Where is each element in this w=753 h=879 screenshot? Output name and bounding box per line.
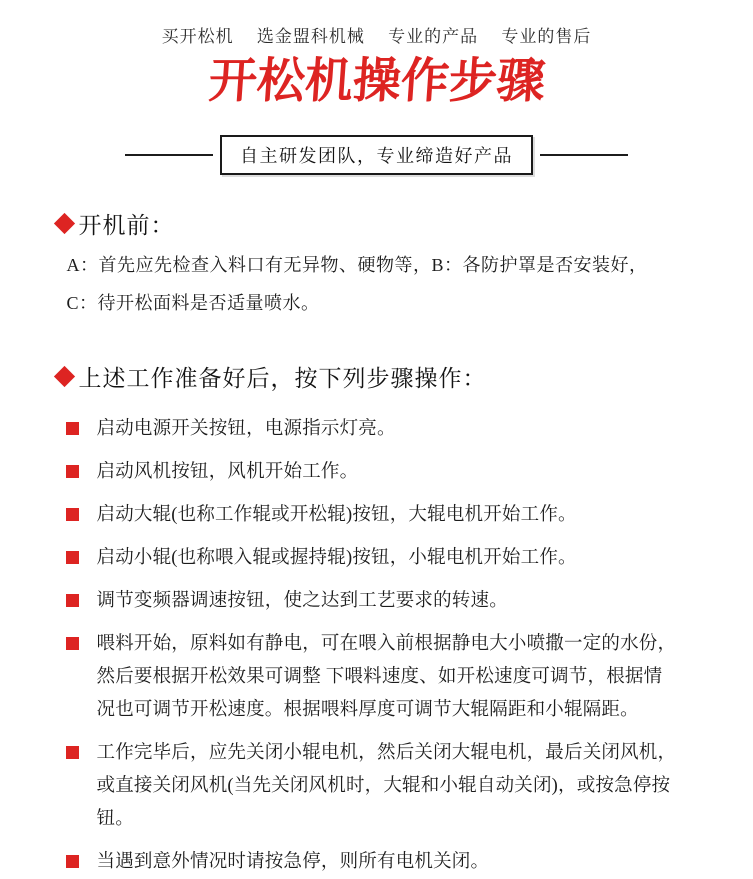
section-heading-operation-steps — [55, 360, 752, 393]
pre-start-checklist — [67, 246, 752, 322]
checklist-line-c: C：待开松面料是否适量喷水。 — [66, 293, 320, 313]
document-page — [2, 0, 752, 872]
step-text: 当遇到意外情况时请按急停，则所有电机关闭。 — [96, 852, 490, 872]
header-tagline: 买开松机 选金盟科机械 专业的产品 专业的售后 — [161, 27, 592, 46]
red-square-bullet-icon — [66, 746, 79, 759]
red-square-bullet-icon — [66, 637, 79, 650]
banner-left-rule — [125, 154, 213, 156]
banner-slogan: 自主研发团队，专业缔造好产品 — [220, 135, 533, 175]
step-item — [66, 846, 752, 879]
page-title: 开松机操作步骤 — [206, 55, 547, 108]
step-text: 启动大辊(也称工作辊或开松辊)按钮，大辊电机开始工作。 — [96, 505, 577, 525]
steps-list — [2, 413, 752, 879]
step-item — [66, 628, 752, 727]
section-heading-text: 上述工作准备好后，按下列步骤操作： — [78, 366, 487, 391]
step-item — [66, 542, 752, 575]
red-square-bullet-icon — [66, 508, 79, 521]
step-item — [66, 413, 752, 446]
section-heading-text: 开机前： — [78, 213, 175, 238]
step-item — [66, 456, 752, 489]
red-square-bullet-icon — [66, 465, 79, 478]
step-text: 启动小辊(也称喂入辊或握持辊)按钮，小辊电机开始工作。 — [96, 548, 577, 568]
step-text: 调节变频器调速按钮，使之达到工艺要求的转速。 — [96, 591, 508, 611]
red-square-bullet-icon — [66, 594, 79, 607]
step-text: 喂料开始，原料如有静电，可在喂入前根据静电大小喷撒一定的水份，然后要根据开松效果可调整 下喂料速度、如开松速度可调节，根据情况也可调节开松速度。根据喂料厚度可调节大辊隔距和小辊隔距。 — [96, 634, 677, 720]
red-square-bullet-icon — [66, 422, 79, 435]
step-item — [66, 737, 752, 836]
diamond-icon — [53, 213, 74, 234]
diamond-icon — [53, 366, 74, 387]
step-text: 工作完毕后，应先关闭小辊电机，然后关闭大辊电机，最后关闭风机，或直接关闭风机(当先关闭风机时，大辊和小辊自动关闭)，或按急停按钮。 — [96, 743, 677, 829]
step-item — [66, 585, 752, 618]
banner-right-rule — [540, 154, 628, 156]
checklist-line-a-b: A：首先应先检查入料口有无异物、硬物等，B：各防护罩是否安装好， — [66, 255, 648, 275]
step-text: 启动风机按钮，风机开始工作。 — [96, 462, 359, 482]
banner — [2, 135, 752, 175]
red-square-bullet-icon — [66, 855, 79, 868]
step-item — [66, 499, 752, 532]
red-square-bullet-icon — [66, 551, 79, 564]
section-heading-before-start — [55, 207, 752, 240]
step-text: 启动电源开关按钮，电源指示灯亮。 — [96, 419, 396, 439]
